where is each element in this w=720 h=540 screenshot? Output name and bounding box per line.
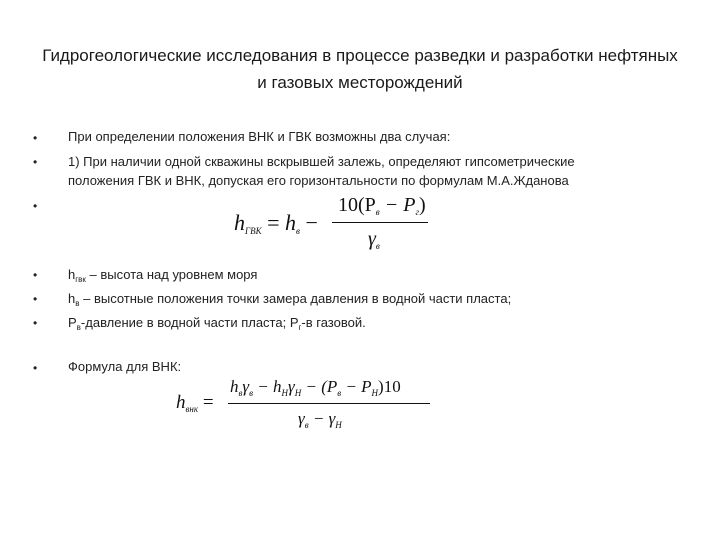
formula-label: Формула для ВНК: <box>68 359 182 374</box>
bullet-marker: • <box>33 155 38 169</box>
bullet-marker: • <box>33 199 38 213</box>
bullet-marker: • <box>33 268 38 282</box>
bullet-marker: • <box>33 131 38 145</box>
bullet-marker: • <box>33 316 38 330</box>
definition-line: $h_в$ – высотные положения точки замера давления в водной части пласта; <box>68 291 512 308</box>
definition-line: $P_в$-давление в водной части пласта; $P_г-в$ газовой. <box>68 315 366 332</box>
bullet-text: 1) При наличии одной скважины вскрывшей залежь, определяют гипсометрические <box>68 154 575 169</box>
bullet-text: При определении положения ВНК и ГВК возможны два случая: <box>68 129 451 144</box>
definition-line: $h_{гвк}$ – высота над уровнем моря <box>68 267 258 284</box>
bullet-text: положения ГВК и ВНК, допуская его горизонтальности по формулам М.А.Жданова <box>68 173 569 188</box>
bullet-marker: • <box>33 292 38 306</box>
slide-title: Гидрогеологические исследования в процессе разведки и разработки нефтяных и газовых месторождений <box>42 46 678 92</box>
bullet-marker: • <box>33 361 38 375</box>
